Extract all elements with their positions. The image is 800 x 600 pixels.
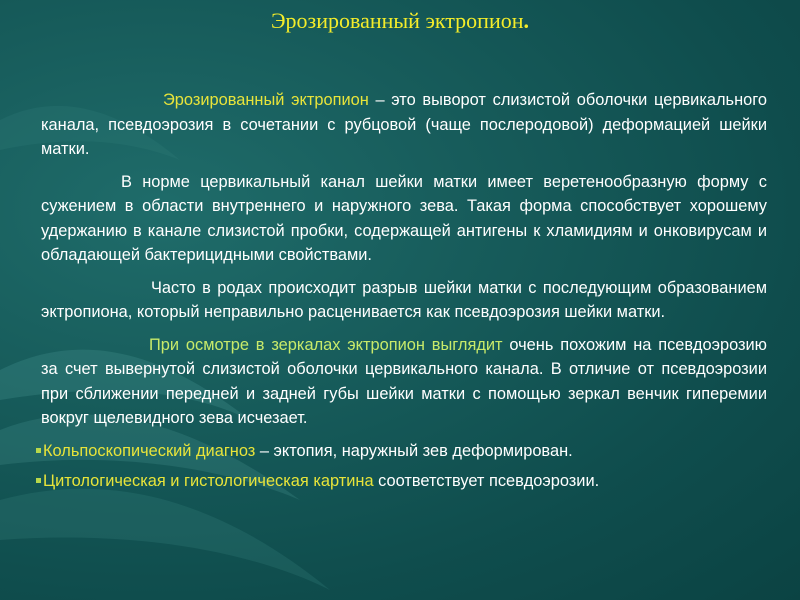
- bullet-colposcopy: [41, 439, 767, 464]
- bullet-colposcopy-text: – эктопия, наружный зев деформирован.: [255, 441, 573, 460]
- bullet-colposcopy-highlight: Кольпоскопический диагноз: [43, 441, 256, 460]
- examination-text: очень похожим на псевдоэрозию за счет вывернутой слизистой оболочки цервикального канала. В отличие от псевдоэрозии при сближении передней и задней губы шейки матки с помощью зеркал венчик гиперемии вокруг щелевидного зева исчезает.: [41, 335, 767, 427]
- bullet-cytology: [41, 469, 767, 494]
- slide-title-text: Эрозированный эктропион: [271, 8, 524, 33]
- paragraph-definition: [41, 88, 767, 162]
- slide-title-dot: .: [523, 8, 529, 33]
- paragraph-rupture: Часто в родах происходит разрыв шейки матки с последующим образованием эктропиона, который неправильно расценивается как псевдоэрозия шейки матки.: [41, 278, 767, 321]
- examination-highlight: При осмотре в зеркалах эктропион выглядит: [149, 335, 503, 354]
- paragraph-norm: В норме цервикальный канал шейки матки имеет веретенообразную форму с сужением в области внутреннего и наружного зева. Такая форма способствует хорошему удержанию в канале слизистой пробки, содержащей антигены к хламидиям и онковирусам и обладающей бактерицидными свойствами.: [41, 172, 767, 264]
- bullet-marker: [36, 448, 41, 453]
- definition-text: – это выворот слизистой оболочки цервикального канала, псевдоэрозия в сочетании с рубцовой (чаще послеродовой) деформацией шейки матки.: [41, 91, 767, 158]
- bullet-cytology-highlight: Цитологическая и гистологическая картина: [43, 472, 374, 490]
- slide-body: [41, 88, 767, 494]
- paragraph-examination: [41, 333, 767, 431]
- bullet-cytology-text: соответствует псевдоэрозии.: [373, 472, 600, 490]
- term-highlight: Эрозированный эктропион: [163, 91, 369, 109]
- slide-title: [0, 8, 800, 34]
- bullet-marker: [36, 478, 41, 483]
